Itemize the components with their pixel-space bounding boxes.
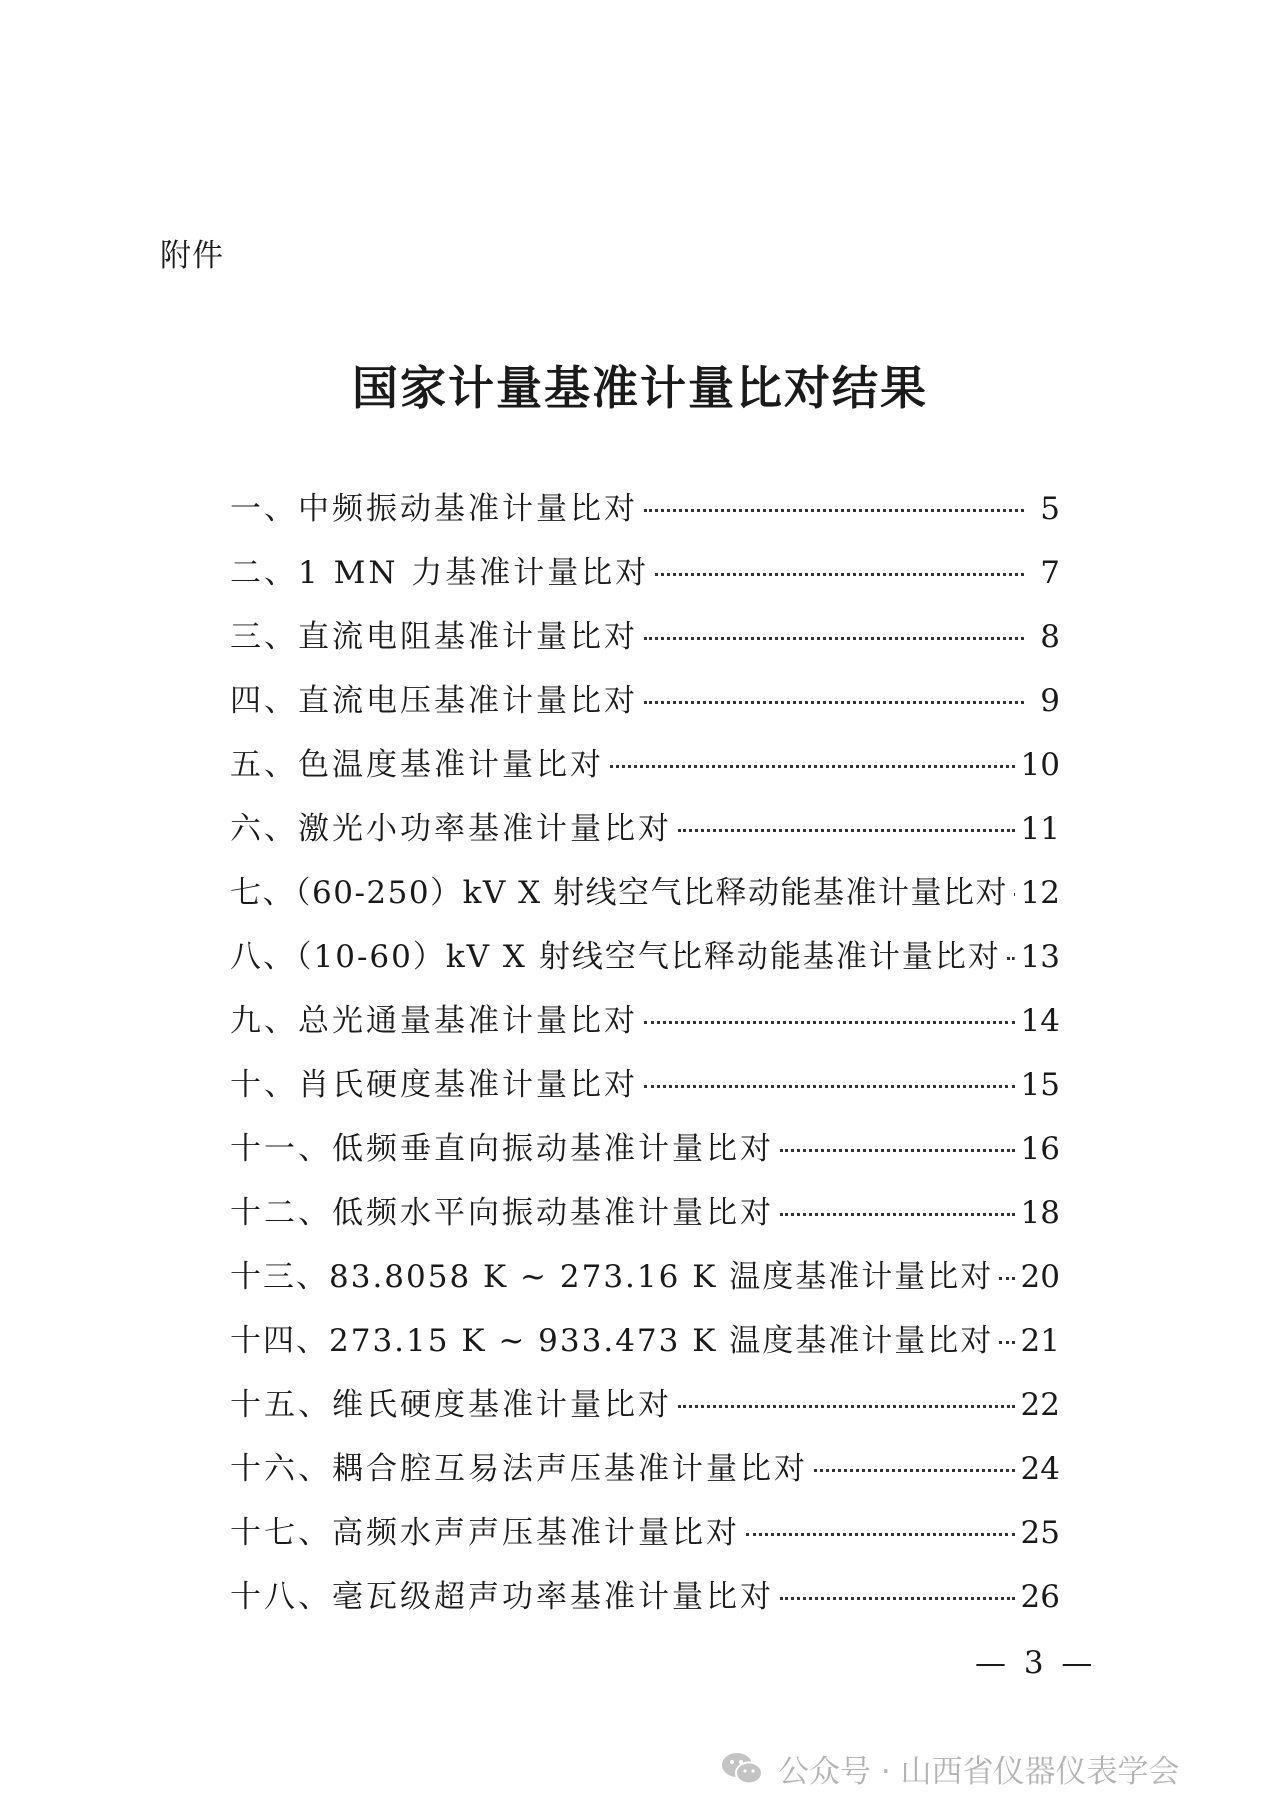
toc-entry[interactable] (230, 1251, 1060, 1315)
toc-entry-page: 8 (1040, 619, 1060, 655)
toc-entry-page: 14 (1020, 1003, 1060, 1039)
toc-dot-leader (1007, 936, 1015, 967)
toc-entry-title: 二、1 MN 力基准计量比对 (230, 555, 650, 591)
toc-dot-leader (644, 488, 1024, 519)
toc-dot-leader (780, 1576, 1015, 1607)
toc-entry-title: 一、中频振动基准计量比对 (230, 491, 638, 527)
toc-entry-title: 十、肖氏硬度基准计量比对 (230, 1067, 638, 1103)
toc-entry-page: 18 (1020, 1195, 1060, 1231)
watermark-text: 公众号 · 山西省仪器仪表学会 (778, 1754, 1180, 1790)
toc-entry[interactable] (230, 1379, 1060, 1443)
toc-entry-title: 五、色温度基准计量比对 (230, 747, 604, 783)
toc-entry-title: 十五、维氏硬度基准计量比对 (230, 1387, 672, 1423)
attachment-label: 附件 (160, 238, 224, 274)
toc-entry-page: 21 (1020, 1323, 1060, 1359)
toc-entry[interactable] (230, 1571, 1060, 1635)
toc-entry-title: 十七、高频水声声压基准计量比对 (230, 1515, 740, 1551)
toc-dot-leader (999, 1256, 1014, 1287)
toc-entry-page: 13 (1020, 939, 1060, 975)
toc-entry-title: 四、直流电压基准计量比对 (230, 683, 638, 719)
toc-entry-title: 十八、毫瓦级超声功率基准计量比对 (230, 1579, 774, 1615)
toc-entry[interactable] (230, 1059, 1060, 1123)
toc-entry-title: 九、总光通量基准计量比对 (230, 1003, 638, 1039)
toc-dot-leader (999, 1320, 1014, 1351)
toc-entry-title: 三、直流电阻基准计量比对 (230, 619, 638, 655)
toc-entry-page: 24 (1020, 1451, 1060, 1487)
toc-entry[interactable] (230, 547, 1060, 611)
toc-entry-page: 16 (1020, 1131, 1060, 1167)
toc-entry-title: 十四、273.15 K ~ 933.473 K 温度基准计量比对 (230, 1323, 994, 1359)
toc-entry-title: 十一、低频垂直向振动基准计量比对 (230, 1131, 774, 1167)
toc-dot-leader (1014, 872, 1015, 903)
toc-entry-title: 十二、低频水平向振动基准计量比对 (230, 1195, 774, 1231)
toc-entry[interactable] (230, 1315, 1060, 1379)
toc-entry[interactable] (230, 611, 1060, 675)
toc-entry-page: 22 (1020, 1387, 1060, 1423)
toc-dot-leader (655, 552, 1024, 583)
toc-entry-page: 15 (1020, 1067, 1060, 1103)
toc-entry-page: 20 (1020, 1259, 1060, 1295)
toc-dot-leader (780, 1128, 1015, 1159)
toc-dot-leader (610, 744, 1015, 775)
toc-dot-leader (644, 1064, 1015, 1095)
toc-entry-page: 5 (1040, 491, 1060, 527)
toc-entry-page: 26 (1020, 1579, 1060, 1615)
toc-dot-leader (814, 1448, 1015, 1479)
page-title: 国家计量基准计量比对结果 (352, 361, 928, 415)
toc-dot-leader (678, 1384, 1015, 1415)
watermark (720, 1746, 1180, 1791)
toc-dot-leader (644, 680, 1024, 711)
toc-entry[interactable] (230, 1507, 1060, 1571)
toc-entry-page: 9 (1040, 683, 1060, 719)
toc-entry-title: 七、（60-250）kV X 射线空气比释动能基准计量比对 (230, 875, 1009, 911)
toc-entry-title: 八、（10-60）kV X 射线空气比释动能基准计量比对 (230, 939, 1001, 975)
table-of-contents (230, 483, 1060, 1635)
toc-entry[interactable] (230, 995, 1060, 1059)
toc-entry-page: 7 (1040, 555, 1060, 591)
toc-entry-page: 10 (1020, 747, 1060, 783)
toc-entry[interactable] (230, 1443, 1060, 1507)
toc-entry[interactable] (230, 931, 1060, 995)
toc-entry[interactable] (230, 1123, 1060, 1187)
toc-entry-title: 十六、耦合腔互易法声压基准计量比对 (230, 1451, 808, 1487)
toc-entry[interactable] (230, 803, 1060, 867)
page-number: — 3 — (975, 1645, 1097, 1681)
toc-dot-leader (746, 1512, 1015, 1543)
toc-entry-page: 11 (1020, 811, 1060, 847)
toc-entry-page: 12 (1020, 875, 1060, 911)
toc-dot-leader (780, 1192, 1015, 1223)
toc-entry[interactable] (230, 675, 1060, 739)
toc-entry[interactable] (230, 1187, 1060, 1251)
toc-entry-title: 六、激光小功率基准计量比对 (230, 811, 672, 847)
toc-entry[interactable] (230, 739, 1060, 803)
wechat-icon (720, 1751, 764, 1787)
toc-entry[interactable] (230, 483, 1060, 547)
toc-entry-title: 十三、83.8058 K ~ 273.16 K 温度基准计量比对 (230, 1259, 994, 1295)
toc-entry-page: 25 (1020, 1515, 1060, 1551)
toc-dot-leader (644, 616, 1024, 647)
toc-entry[interactable] (230, 867, 1060, 931)
toc-dot-leader (644, 1000, 1015, 1031)
toc-dot-leader (678, 808, 1015, 839)
